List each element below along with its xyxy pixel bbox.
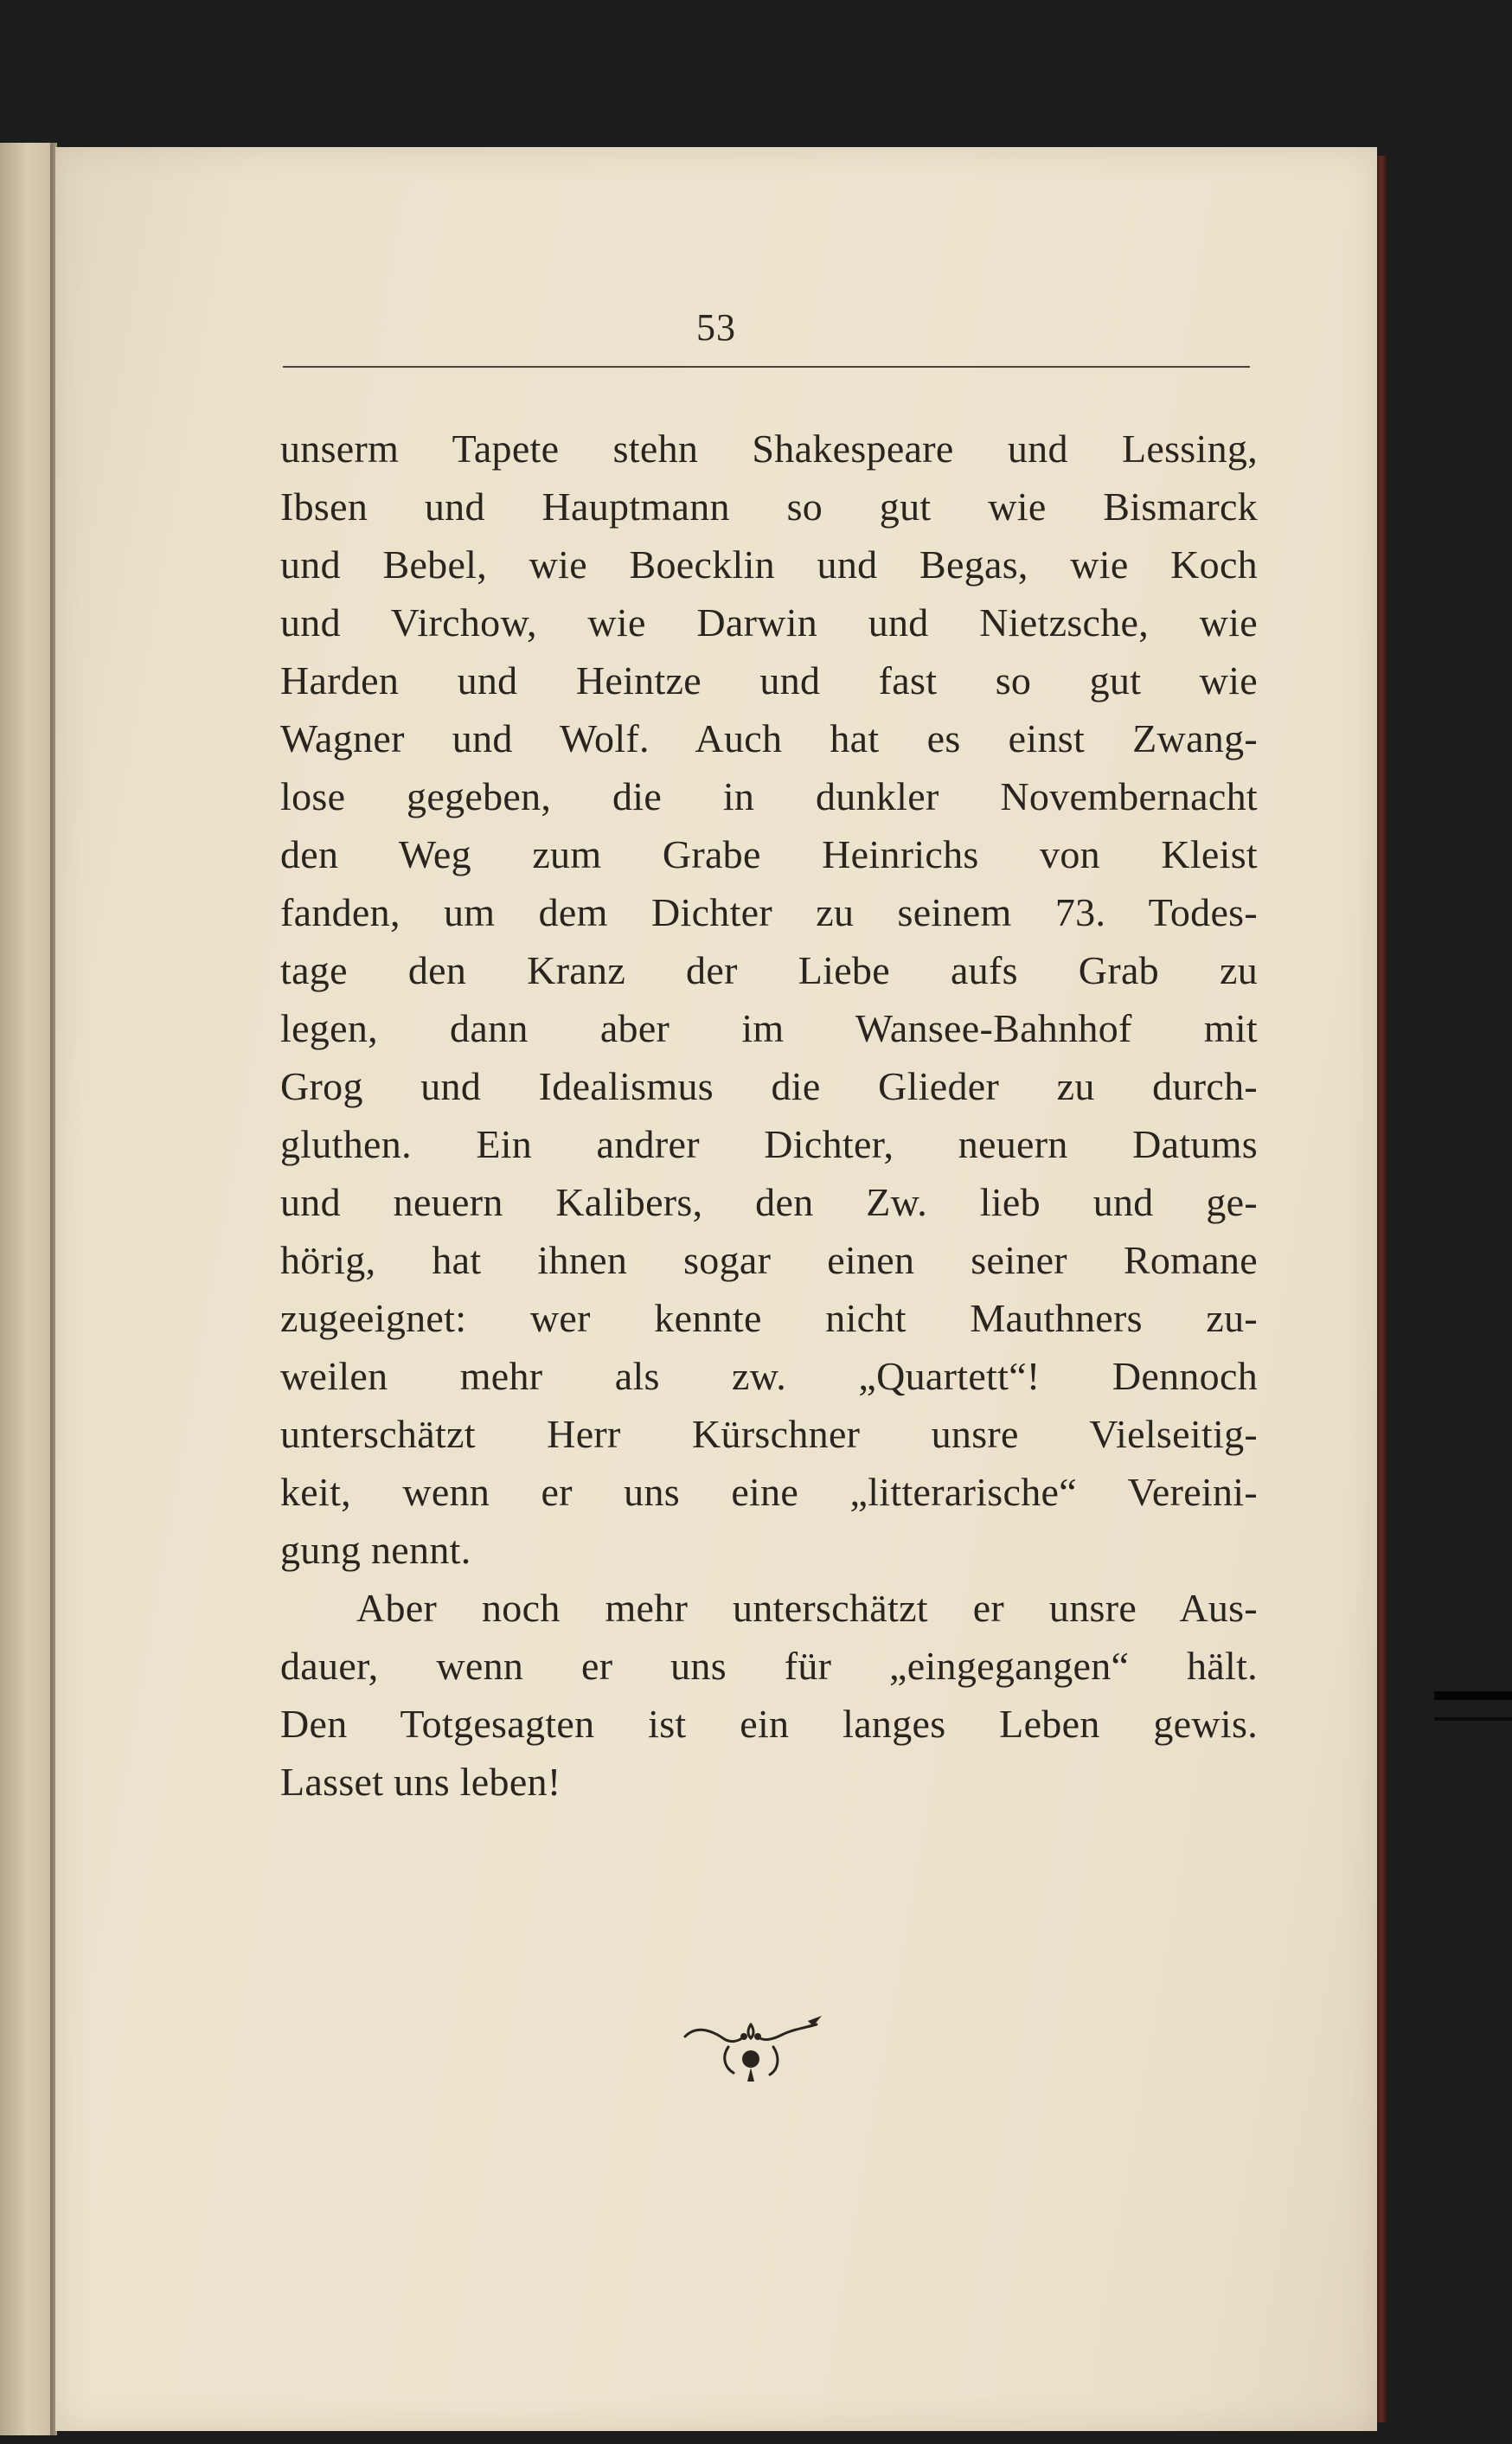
text-line: Grog und Idealismus die Glieder zu durch- xyxy=(280,1064,1258,1108)
floral-vignette-icon xyxy=(678,2005,823,2085)
text-line: hörig, hat ihnen sogar einen seiner Romane xyxy=(280,1238,1258,1282)
text-line: dauer, wenn er uns für „eingegangen“ hält. xyxy=(280,1644,1258,1688)
text-line: legen, dann aber im Wansee-Bahnhof mit xyxy=(280,1006,1258,1050)
text-line: keit, wenn er uns eine „litterarische“ Vereini- xyxy=(280,1470,1258,1514)
scan-marker xyxy=(1434,1691,1512,1700)
text-line: gluthen. Ein andrer Dichter, neuern Datums xyxy=(280,1122,1258,1166)
text-line: und neuern Kalibers, den Zw. lieb und ge- xyxy=(280,1180,1258,1224)
scan-marker-secondary xyxy=(1434,1717,1512,1721)
text-line: Ibsen und Hauptmann so gut wie Bismarck xyxy=(280,484,1258,529)
text-line: den Weg zum Grabe Heinrichs von Kleist xyxy=(280,832,1258,876)
header-rule xyxy=(283,366,1250,368)
text-line: gung nennt. xyxy=(280,1528,471,1572)
text-line: fanden, um dem Dichter zu seinem 73. Todes- xyxy=(280,890,1258,934)
book-cover-edge xyxy=(1377,156,1387,2422)
text-line: Wagner und Wolf. Auch hat es einst Zwang- xyxy=(280,716,1258,760)
book-page xyxy=(55,147,1377,2431)
text-line: Aber noch mehr unterschätzt er unsre Aus- xyxy=(356,1586,1258,1630)
text-line: Lasset uns leben! xyxy=(280,1760,561,1804)
text-line: und Bebel, wie Boecklin und Begas, wie Koch xyxy=(280,542,1258,587)
text-line: unserm Tapete stehn Shakespeare und Lessing, xyxy=(280,427,1258,471)
left-page-edge xyxy=(0,143,52,2435)
text-line: und Virchow, wie Darwin und Nietzsche, wie xyxy=(280,600,1258,645)
text-line: unterschätzt Herr Kürschner unsre Vielseitig- xyxy=(280,1412,1258,1456)
text-line: Den Totgesagten ist ein langes Leben gewis. xyxy=(280,1702,1258,1746)
text-line: lose gegeben, die in dunkler Novembernacht xyxy=(280,774,1258,818)
text-line: zugeeignet: wer kennte nicht Mauthners zu- xyxy=(280,1296,1258,1340)
body-text xyxy=(280,420,1258,1811)
text-line: weilen mehr als zw. „Quartett“! Dennoch xyxy=(280,1354,1258,1398)
text-line: Harden und Heintze und fast so gut wie xyxy=(280,658,1258,702)
page-number: 53 xyxy=(696,306,736,349)
text-line: tage den Kranz der Liebe aufs Grab zu xyxy=(280,948,1258,992)
